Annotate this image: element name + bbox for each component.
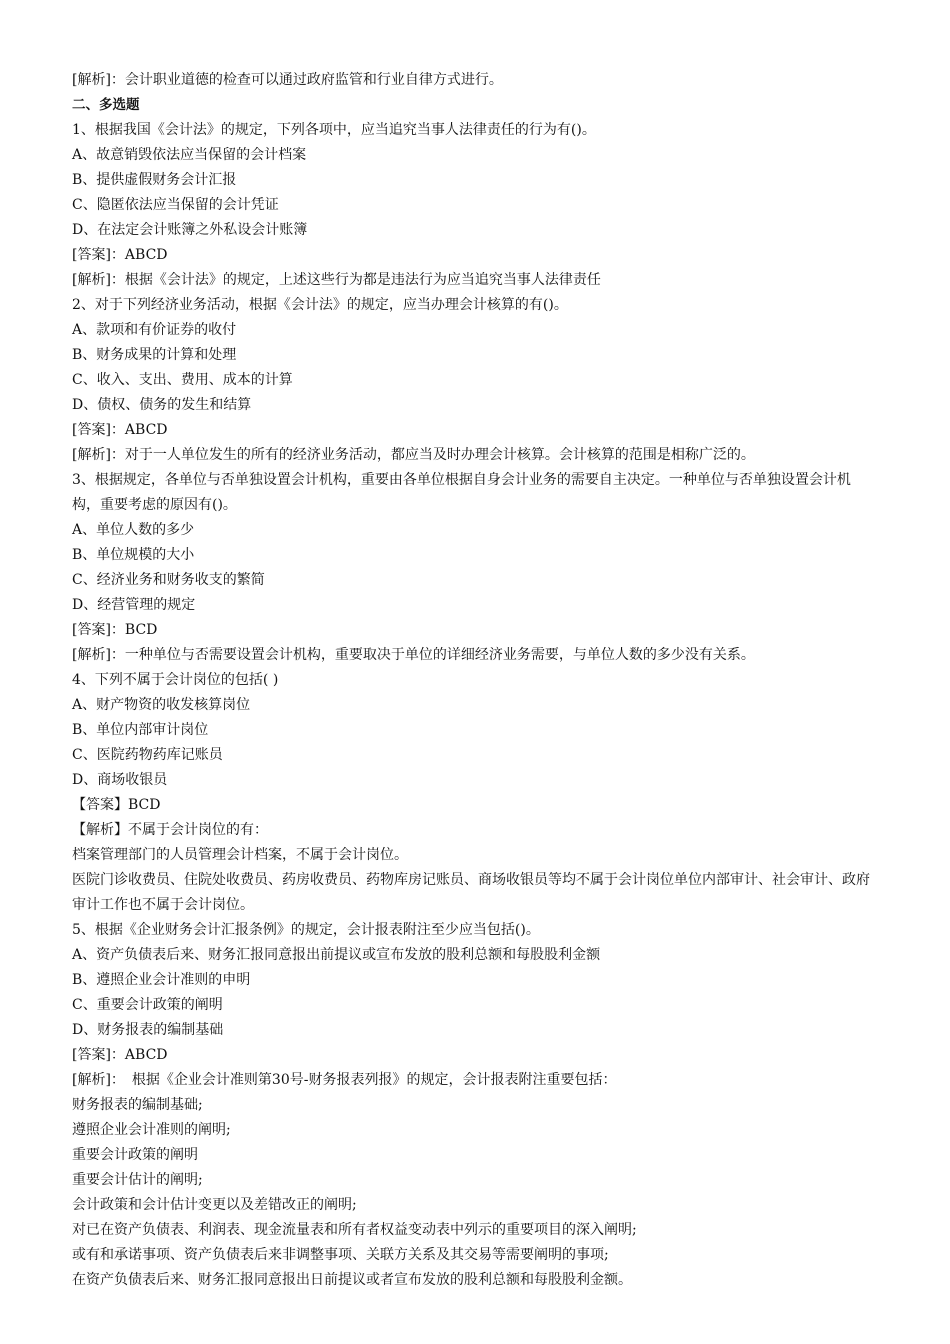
option-line: B、财务成果的计算和处理 [72, 347, 237, 363]
option-line: A、单位人数的多少 [72, 522, 195, 538]
answer-line: [答案]：ABCD [72, 247, 168, 263]
document-page [72, 68, 872, 1293]
question-5: 5、根据《企业财务会计汇报条例》的规定，会计报表附注至少应当包括()。 [72, 922, 540, 938]
option-line: B、遵照企业会计准则的申明 [72, 972, 251, 988]
explanation-item: 重要会计政策的阐明 [72, 1147, 198, 1163]
answer-line: [答案]：ABCD [72, 1047, 168, 1063]
explanation-line: [解析]： 根据《企业会计准则第30号-财务报表列报》的规定，会计报表附注重要包括： [72, 1072, 617, 1088]
option-line: C、医院药物药库记账员 [72, 747, 223, 763]
option-line: A、故意销毁依法应当保留的会计档案 [72, 147, 307, 163]
explanation-item: 遵照企业会计准则的阐明; [72, 1122, 231, 1138]
question-1: 1、根据我国《会计法》的规定，下列各项中，应当追究当事人法律责任的行为有()。 [72, 122, 596, 138]
option-line: D、债权、债务的发生和结算 [72, 397, 252, 413]
explanation-line: 医院门诊收费员、住院处收费员、药房收费员、药物库房记账员、商场收银员等均不属于会计岗位单位内部审计、社会审计、政府审计工作也不属于会计岗位。 [72, 872, 870, 913]
option-line: D、在法定会计账簿之外私设会计账簿 [72, 222, 308, 238]
section-heading: 二、多选题 [72, 97, 140, 113]
option-line: C、收入、支出、费用、成本的计算 [72, 372, 293, 388]
option-line: B、提供虚假财务会计汇报 [72, 172, 237, 188]
answer-line: [答案]：BCD [72, 622, 158, 638]
explanation-line: [解析]：对于一人单位发生的所有的经济业务活动，都应当及时办理会计核算。会计核算的范围是相称广泛的。 [72, 447, 755, 463]
explanation-item: 重要会计估计的阐明; [72, 1172, 203, 1188]
option-line: B、单位规模的大小 [72, 547, 195, 563]
question-3: 3、根据规定，各单位与否单独设置会计机构，重要由各单位根据自身会计业务的需要自主决定。一种单位与否单独设置会计机构，重要考虑的原因有()。 [72, 472, 851, 513]
explanation-line: [解析]：一种单位与否需要设置会计机构，重要取决于单位的详细经济业务需要，与单位人数的多少没有关系。 [72, 647, 755, 663]
explanation-line: [解析]：根据《会计法》的规定，上述这些行为都是违法行为应当追究当事人法律责任 [72, 272, 601, 288]
answer-line: [答案]：ABCD [72, 422, 168, 438]
explanation-item: 会计政策和会计估计变更以及差错改正的阐明; [72, 1197, 357, 1213]
explanation-line: 【解析】不属于会计岗位的有： [72, 822, 268, 838]
explanation-item: 财务报表的编制基础; [72, 1097, 203, 1113]
explanation-line: 档案管理部门的人员管理会计档案，不属于会计岗位。 [72, 847, 408, 863]
question-2: 2、对于下列经济业务活动，根据《会计法》的规定，应当办理会计核算的有()。 [72, 297, 568, 313]
option-line: D、财务报表的编制基础 [72, 1022, 224, 1038]
explanation-item: 或有和承诺事项、资产负债表后来非调整事项、关联方关系及其交易等需要阐明的事项; [72, 1247, 609, 1263]
option-line: B、单位内部审计岗位 [72, 722, 209, 738]
option-line: D、经营管理的规定 [72, 597, 196, 613]
option-line: D、商场收银员 [72, 772, 168, 788]
answer-line: 【答案】BCD [72, 797, 161, 813]
option-line: A、款项和有价证券的收付 [72, 322, 237, 338]
option-line: C、经济业务和财务收支的繁简 [72, 572, 265, 588]
option-line: C、重要会计政策的阐明 [72, 997, 223, 1013]
explanation-line: [解析]：会计职业道德的检查可以通过政府监管和行业自律方式进行。 [72, 72, 503, 88]
explanation-item: 对已在资产负债表、利润表、现金流量表和所有者权益变动表中列示的重要项目的深入阐明; [72, 1222, 637, 1238]
explanation-item: 在资产负债表后来、财务汇报同意报出日前提议或者宣布发放的股利总额和每股股利金额。 [72, 1272, 632, 1288]
option-line: C、隐匿依法应当保留的会计凭证 [72, 197, 279, 213]
question-4: 4、下列不属于会计岗位的包括( ) [72, 672, 279, 688]
option-line: A、财产物资的收发核算岗位 [72, 697, 251, 713]
option-line: A、资产负债表后来、财务汇报同意报出前提议或宣布发放的股利总额和每股股利金额 [72, 947, 601, 963]
